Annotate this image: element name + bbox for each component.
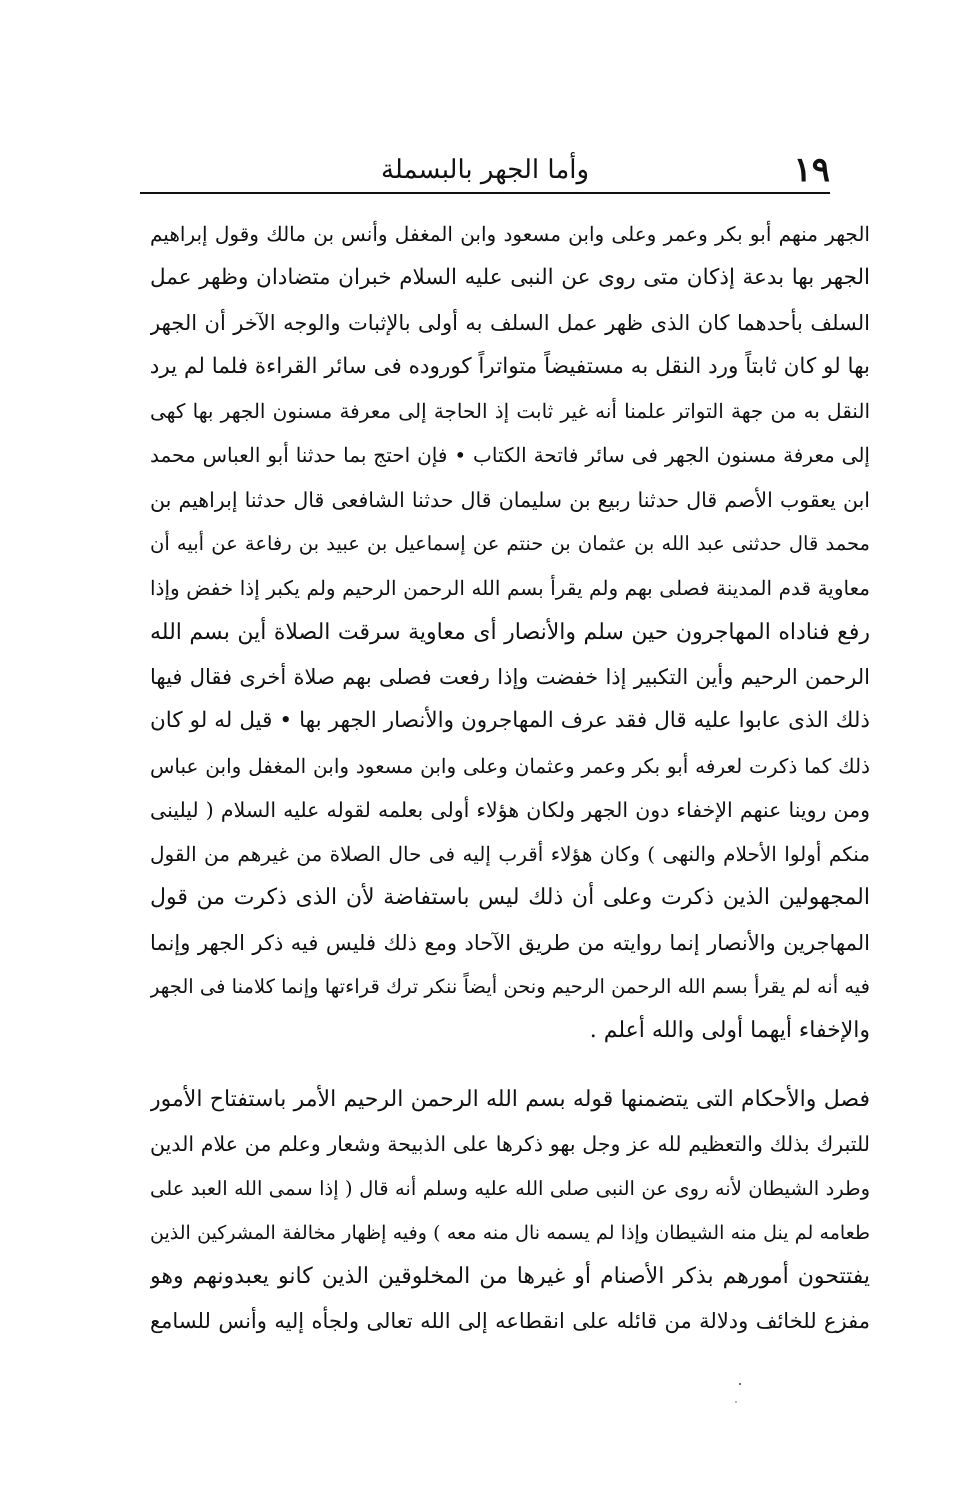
text-line: بها لو كان ثابتاً ورد النقل به مستفيضاً متواتراً كوروده فى سائر القراءة فلما لم يرد [150, 353, 870, 379]
running-title: وأما الجهر بالبسملة [380, 155, 590, 185]
scan-specks [700, 1378, 760, 1408]
text-line: محمد قال حدثنى عبد الله بن عثمان بن حنتم عن إسماعيل بن عبيد بن رفاعة عن أبيه أن [150, 532, 870, 556]
text-line: رفع فناداه المهاجرون حين سلم والأنصار أى معاوية سرقت الصلاة أين بسم الله [150, 619, 870, 645]
text-line: إلى معرفة مسنون الجهر فى سائر فاتحة الكتاب • فإن احتج بما حدثنا أبو العباس محمد [150, 443, 870, 468]
text-line: ذلك الذى عابوا عليه قال فقد عرف المهاجرون والأنصار الجهر بها • قيل له لو كان [150, 708, 870, 734]
text-line: ومن روينا عنهم الإخفاء دون الجهر ولكان هؤلاء أولى بعلمه لقوله عليه السلام ( ليلينى [150, 797, 870, 822]
page-header [140, 150, 830, 190]
header-rule [140, 192, 830, 194]
text-line: للتبرك بذلك والتعظيم لله عز وجل بهو ذكرها على الذبيحة وشعار وعلم من علام الدين [150, 1132, 870, 1157]
text-line: فصل والأحكام التى يتضمنها قوله بسم الله الرحمن الرحيم الأمر باستفتاح الأمور [150, 1087, 870, 1112]
paragraph-1 [150, 212, 870, 1054]
page-number: ١٩ [793, 150, 830, 190]
text-line: ابن يعقوب الأصم قال حدثنا ربيع بن سليمان قال حدثنا الشافعى قال حدثنا إبراهيم بن [150, 487, 870, 512]
speck [739, 1383, 741, 1385]
paragraph-2 [150, 1078, 870, 1344]
text-line: والإخفاء أيهما أولى والله أعلم . [589, 1018, 870, 1044]
text-line: الرحمن الرحيم وأين التكبير إذا خفضت وإذا رفعت فصلى بهم صلاة أخرى فقال فيها [150, 664, 870, 689]
text-line: المجهولين الذين ذكرت وعلى أن ذلك ليس باستفاضة لأن الذى ذكرت من قول [150, 885, 870, 911]
text-line: معاوية قدم المدينة فصلى بهم ولم يقرأ بسم الله الرحمن الرحيم ولم يكبر إذا خفض وإذا [150, 576, 870, 601]
text-line: ذلك كما ذكرت لعرفه أبو بكر وعمر وعثمان وعلى وابن مسعود وابن المغفل وابن عباس [150, 753, 870, 778]
text-line: الجهر بها بدعة إذكان متى روى عن النبى عليه السلام خبران متضادان وظهر عمل [150, 265, 870, 291]
text-line: النقل به من جهة التواتر علمنا أنه غير ثابت إذ الحاجة إلى معرفة مسنون الجهر بها كهى [150, 399, 870, 424]
speck [735, 1401, 737, 1403]
text-line: فيه أنه لم يقرأ بسم الله الرحمن الرحيم ونحن أيضاً ننكر ترك قراءتها وإنما كلامنا فى الجهر [150, 975, 870, 999]
text-line: طعامه لم ينل منه الشيطان وإذا لم يسمه نال منه معه ) وفيه إظهار مخالفة المشركين الذين [150, 1221, 870, 1244]
text-line: الجهر منهم أبو بكر وعمر وعلى وابن مسعود وابن المغفل وأنس بن مالك وقول إبراهيم [150, 222, 870, 246]
text-line: يفتتحون أمورهم بذكر الأصنام أو غيرها من المخلوقين الذين كانو يعبدونهم وهو [150, 1264, 870, 1290]
text-line: وطرد الشيطان لأنه روى عن النبى صلى الله عليه وسلم أنه قال ( إذا سمى الله العبد على [150, 1176, 870, 1200]
text-line: السلف بأحدهما كان الذى ظهر عمل السلف به أولى بالإثبات والوجه الآخر أن الجهر [150, 310, 870, 335]
text-line: منكم أولوا الأحلام والنهى ) وكان هؤلاء أقرب إليه فى حال الصلاة من غيرهم من القول [150, 842, 870, 867]
text-line: المهاجرين والأنصار إنما روايته من طريق الآحاد ومع ذلك فليس فيه ذكر الجهر وإنما [150, 930, 870, 955]
text-line: مفزع للخائف ودلالة من قائله على انقطاعه إلى الله تعالى ولجأه إليه وأنس للسامع [150, 1309, 870, 1334]
